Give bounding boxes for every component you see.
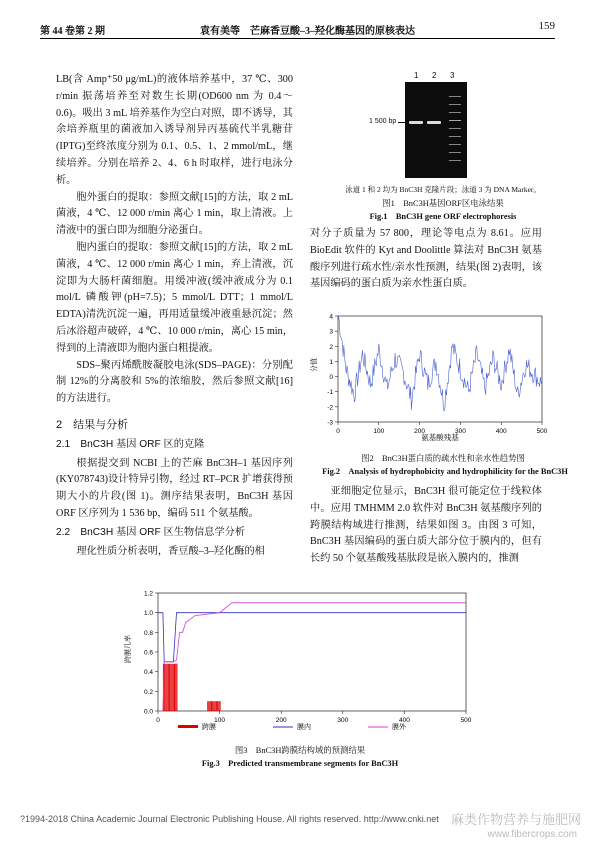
transmembrane-bar xyxy=(209,701,210,711)
marker-band xyxy=(449,144,461,145)
fig1-note: 泳道 1 和 2 均为 BnC3H 克隆片段；泳道 3 为 DNA Marker。 xyxy=(345,185,541,194)
paragraph: 胞外蛋白的提取：参照文献[15]的方法，取 2 mL 菌液，4 ℃、12 000 r/min 离心 1 min，取上清液。上清液中的蛋白即为细胞分泌蛋白。 xyxy=(56,191,293,237)
y-tick-label: 0.6 xyxy=(143,649,153,657)
y-tick-label: 0.4 xyxy=(143,669,153,677)
legend-label-inside: 膜内 xyxy=(297,724,311,731)
fig3-transmembrane-chart xyxy=(118,583,478,743)
transmembrane-bar xyxy=(169,664,170,711)
x-tick-label: 500 xyxy=(460,717,472,724)
x-tick-label: 400 xyxy=(398,717,410,724)
y-tick-label: 0 xyxy=(329,374,333,382)
fig1-caption-en: Fig.1 BnC3H gene ORF electrophoresis xyxy=(369,212,517,221)
marker-size-label: 1 500 bp xyxy=(369,118,397,125)
transmembrane-bar xyxy=(218,701,219,711)
transmembrane-bar xyxy=(210,701,211,711)
paragraph: 理化性质分析表明，香豆酸–3–羟化酶的相 xyxy=(76,545,265,557)
volume-label: 第 44 卷第 2 期 xyxy=(40,26,105,37)
y-tick-label: 1.2 xyxy=(143,590,153,598)
transmembrane-bar xyxy=(176,664,177,711)
lane-label: 1 xyxy=(414,71,419,80)
y-tick-label: 0.8 xyxy=(143,629,153,637)
gel-image xyxy=(405,82,467,178)
x-tick-label: 200 xyxy=(414,428,426,435)
y-tick-label: 0.2 xyxy=(143,688,153,696)
page-number: 159 xyxy=(538,20,555,32)
transmembrane-bar xyxy=(213,701,214,711)
watermark-url: www.fibercrops.com xyxy=(487,829,577,840)
transmembrane-bar xyxy=(220,701,221,711)
transmembrane-bar xyxy=(168,664,169,711)
paragraph: LB(含 Amp⁺50 μg/mL)的液体培养基中，37 ℃、300 r/min 振荡培养至对数生长期(OD600 nm 为 0.4～0.6)。吸出 3 mL 培养基作为空白对照，即不诱导，其余培养瓶里的菌液加入诱导剂异丙基硫代半乳糖苷(IPTG)至终浓度分别为 0.1、0.5、1、2 mmol/mL，继续培养。分别在培养 2、4、6 h 时取样，进行电泳分析。 xyxy=(56,74,293,186)
fig3-legend xyxy=(178,722,407,731)
transmembrane-bar xyxy=(207,701,208,711)
plot-frame xyxy=(158,593,466,711)
x-tick-label: 0 xyxy=(336,428,340,435)
marker-band xyxy=(449,128,461,129)
right-column-top xyxy=(310,226,542,293)
fig2-caption-cn: 图2 BnC3H蛋白质的疏水性和亲水性趋势图 xyxy=(361,454,525,463)
inside-line xyxy=(158,613,466,662)
fig1-caption-cn: 图1 BnC3H基因ORF区电泳结果 xyxy=(382,199,504,208)
fig3-ylabel: 跨膜几率 xyxy=(125,635,132,663)
header-title: 袁有美等 芒麻香豆酸–3–羟化酶基因的原核表达 xyxy=(200,26,415,37)
x-tick-label: 300 xyxy=(454,428,466,435)
transmembrane-bar xyxy=(212,701,213,711)
paragraph: 根据提交到 NCBI 上的芒麻 BnC3H–1 基因序列(KY078743)设计特异引物，经过 RT–PCR 扩增获得预期大小的片段(图 1)。测序结果表明，BnC3H 基因 ORF 区序列为 1 536 bp，编码 511 个氨基酸。 xyxy=(56,457,293,519)
hydrophobicity-line xyxy=(338,316,542,411)
paragraph: 对分子质量为 57 800，理论等电点为 8.61。应用 BioEdit 软件的 Kyt and Doolittle 算法对 BnC3H 氨基酸序列进行疏水性/亲水性预测，结果(图 2)表明，该基因编码的蛋白质为亲水性蛋白质。 xyxy=(310,228,542,290)
running-header xyxy=(40,20,555,39)
x-tick-label: 300 xyxy=(337,717,349,724)
subsection-heading: 2.1 BnC3H 基因 ORF 区的克隆 xyxy=(56,438,205,450)
marker-band xyxy=(449,160,461,161)
transmembrane-bar xyxy=(170,664,171,711)
gel-band xyxy=(427,121,441,124)
marker-band xyxy=(449,96,461,97)
transmembrane-bar xyxy=(174,664,175,711)
copyright-footer: ?1994-2018 China Academic Journal Electronic Publishing House. All rights reserved. http://www.cnki.net xyxy=(20,814,439,824)
paragraph: 胞内蛋白的提取：参照文献[15]的方法，取 2 mL 菌液，4 ℃、12 000 r/min 离心 1 min，弃上清液，沉淀即为大肠杆菌细胞。用缓冲液(缓冲液成分为 0.1 mol/L 磷酸钾(pH=7.5)；5 mmol/L DTT；1 mmol/L EDTA)清洗沉淀一遍，再用适量缓冲液重悬沉淀；然后冰浴超声破碎，4 ℃、10 000 r/min，离心 15 min，得到的上清液即为胞内蛋白粗提液。 xyxy=(56,241,293,354)
transmembrane-bar xyxy=(216,701,217,711)
marker-arrow xyxy=(398,122,406,123)
outside-line xyxy=(158,603,466,711)
x-tick-label: 100 xyxy=(214,717,226,724)
plot-frame xyxy=(338,316,542,422)
transmembrane-bar xyxy=(211,701,212,711)
transmembrane-bar xyxy=(172,664,173,711)
paragraph: 亚细胞定位显示，BnC3H 很可能定位于线粒体中。应用 TMHMM 2.0 软件对 BnC3H 氨基酸序列的跨膜结构域进行推测，结果如图 3。由图 3 可知，BnC3H 基因编码的蛋白质大部分位于膜内的，但有长约 50 个氨基酸残基肽段是嵌入膜内的，推测 xyxy=(310,486,542,565)
x-tick-label: 0 xyxy=(156,717,160,724)
y-tick-label: 1 xyxy=(329,358,333,366)
legend-swatch-transmembrane xyxy=(178,725,198,728)
marker-band xyxy=(449,112,461,113)
y-tick-label: 0.0 xyxy=(143,708,153,716)
legend-label-outside: 膜外 xyxy=(392,724,406,731)
marker-band xyxy=(449,136,461,137)
y-tick-label: -3 xyxy=(327,419,333,427)
x-tick-label: 400 xyxy=(495,428,507,435)
watermark-text: 麻类作物营养与施肥网 xyxy=(450,812,581,827)
marker-band xyxy=(449,120,461,121)
x-tick-label: 100 xyxy=(373,428,385,435)
fig2-ylabel: 分值 xyxy=(311,358,318,372)
transmembrane-bar xyxy=(215,701,216,711)
fig2-hydrophobicity-chart xyxy=(310,310,550,442)
transmembrane-bar xyxy=(173,664,174,711)
transmembrane-bar xyxy=(167,664,168,711)
section-heading: 2 结果与分析 xyxy=(56,418,129,431)
fig2-xlabel: 氨基酸残基 xyxy=(421,433,459,442)
legend-label-transmembrane: 跨膜 xyxy=(202,724,216,731)
left-column xyxy=(56,72,293,560)
x-tick-label: 500 xyxy=(536,428,548,435)
y-tick-label: -1 xyxy=(327,389,333,397)
x-tick-label: 200 xyxy=(275,717,287,724)
transmembrane-bar xyxy=(165,664,166,711)
gel-band xyxy=(409,121,423,124)
marker-band xyxy=(449,152,461,153)
y-tick-label: -2 xyxy=(327,404,333,412)
lane-label: 2 xyxy=(432,71,437,80)
subsection-heading: 2.2 BnC3H 基因 ORF 区生物信息学分析 xyxy=(56,526,246,538)
y-tick-label: 2 xyxy=(329,343,333,351)
y-tick-label: 1.0 xyxy=(143,610,153,618)
lane-label: 3 xyxy=(450,71,455,80)
marker-band xyxy=(449,104,461,105)
right-column-bottom xyxy=(310,484,542,568)
fig2-caption-en: Fig.2 Analysis of hydrophobicity and hydrophilicity for the BnC3H xyxy=(322,467,568,476)
fig3-caption-en: Fig.3 Predicted transmembrane segments for BnC3H xyxy=(201,759,399,768)
transmembrane-bar xyxy=(217,701,218,711)
paragraph: SDS–聚丙烯酰胺凝胶电泳(SDS–PAGE)：分别配制 12%的分离胶和 5%的浓缩胶，然后参照文献[16]的方法进行。 xyxy=(56,359,293,405)
transmembrane-bar xyxy=(175,664,176,711)
fig3-caption-cn: 图3 BnC3H跨膜结构域的预测结果 xyxy=(234,746,366,755)
y-tick-label: 3 xyxy=(329,328,333,336)
y-tick-label: 4 xyxy=(329,313,333,321)
